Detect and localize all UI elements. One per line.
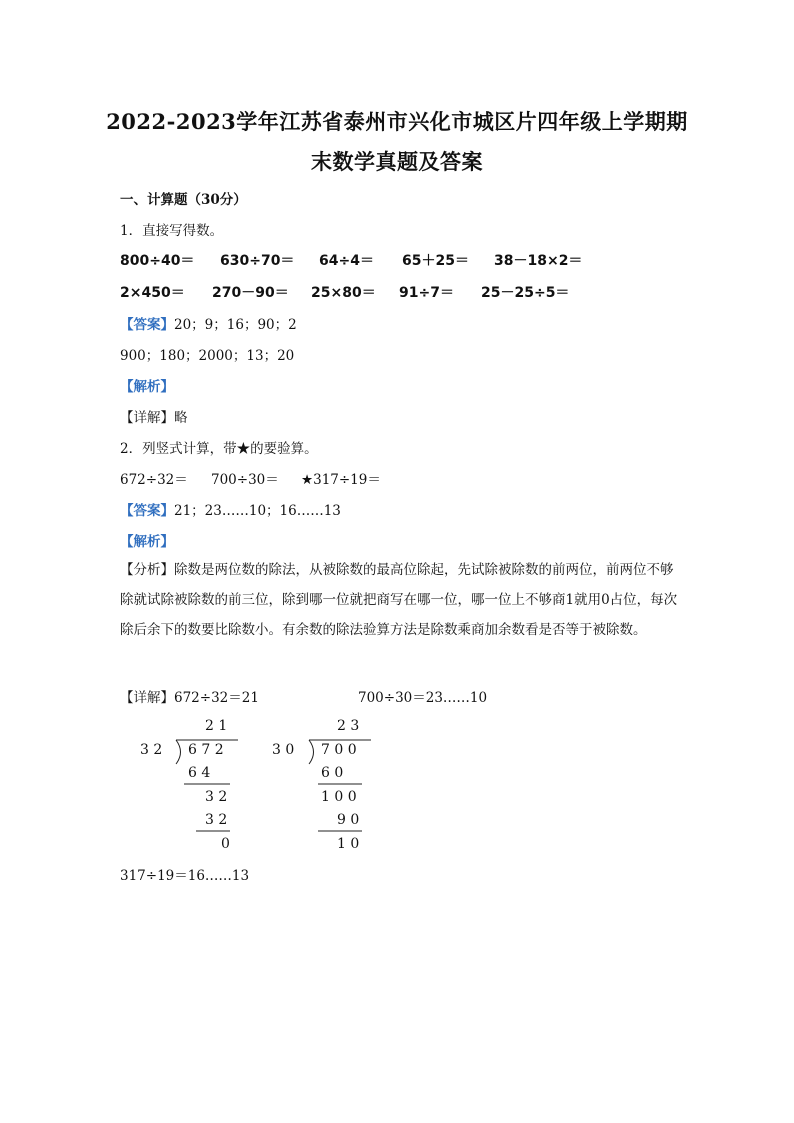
- q2-problem: 672÷32＝: [120, 472, 188, 488]
- ld-remainder: 0: [221, 836, 230, 852]
- fenxi-text: 除数是两位数的除法，从被除数的最高位除起，先试除被除数的前两位，前两位不够除就试除被除数的前三位，除到哪一位就把商写在哪一位，哪一位上不够商1就用0占位，每次除后余下的数要比除数小。有余数的除法验算方法是除数乘商加余数看是否等于被除数。: [120, 562, 678, 638]
- q2-detail-eq3: 317÷19＝16……13: [120, 868, 250, 884]
- ld-quotient: 2 1: [205, 718, 228, 734]
- section-heading: 一、计算题（30分）: [120, 192, 247, 208]
- q1-answer-line2: 900；180；2000；13；20: [120, 348, 295, 364]
- answer-tag: 【答案】: [120, 503, 174, 519]
- q1-calc: 91÷7＝: [399, 285, 454, 301]
- ld-divisor: 3 0: [272, 742, 295, 758]
- ld-step: 9 0: [337, 812, 360, 828]
- ld-step: 3 2: [205, 789, 228, 805]
- page-title-line1: 2022-2023学年江苏省泰州市兴化市城区片四年级上学期期: [106, 109, 688, 134]
- answer-text: 20；9；16；90；2: [174, 317, 297, 333]
- answer-tag: 【答案】: [120, 317, 174, 333]
- ld-dividend: 6 7 2: [188, 742, 224, 758]
- detail-tag: 【详解】: [120, 690, 174, 706]
- detail-eq: 672÷32＝21: [174, 690, 259, 706]
- q1-calc: 270－90＝: [212, 285, 289, 301]
- answer-text: 21；23……10；16……13: [174, 503, 341, 519]
- detail-text: 略: [174, 410, 188, 426]
- ld-step: 6 0: [321, 765, 344, 781]
- q1-calc: 25×80＝: [311, 285, 376, 301]
- ld-step: 3 2: [205, 812, 228, 828]
- q1-stem: 1．直接写得数。: [120, 223, 224, 239]
- q1-calc: 64÷4＝: [319, 253, 374, 269]
- ld-step: 1 0 0: [321, 789, 357, 805]
- q2-detail-eq2: 700÷30＝23……10: [358, 690, 488, 706]
- q2-stem: 2．列竖式计算，带★的要验算。: [120, 441, 318, 457]
- q2-problem: 700÷30＝: [211, 472, 279, 488]
- q1-calc: 800÷40＝: [120, 253, 195, 269]
- q1-calc: 25－25÷5＝: [481, 285, 570, 301]
- q1-analysis-tag: 【解析】: [120, 379, 174, 395]
- detail-tag: 【详解】: [120, 410, 174, 426]
- ld-bracket: [176, 740, 238, 764]
- q2-analysis-tag: 【解析】: [120, 534, 174, 550]
- q1-calc: 630÷70＝: [220, 253, 295, 269]
- q1-calc: 38－18×2＝: [494, 253, 583, 269]
- ld-quotient: 2 3: [337, 718, 360, 734]
- ld-divisor: 3 2: [140, 742, 163, 758]
- page-title-line2: 末数学真题及答案: [311, 149, 483, 174]
- ld-bracket: [309, 740, 371, 764]
- ld-step: 6 4: [188, 765, 211, 781]
- q1-calc: 2×450＝: [120, 285, 185, 301]
- ld-remainder: 1 0: [337, 836, 360, 852]
- ld-dividend: 7 0 0: [321, 742, 357, 758]
- fenxi-tag: 【分析】: [120, 562, 174, 578]
- q2-problem: ★317÷19＝: [301, 472, 381, 488]
- q1-calc: 65＋25＝: [402, 253, 469, 269]
